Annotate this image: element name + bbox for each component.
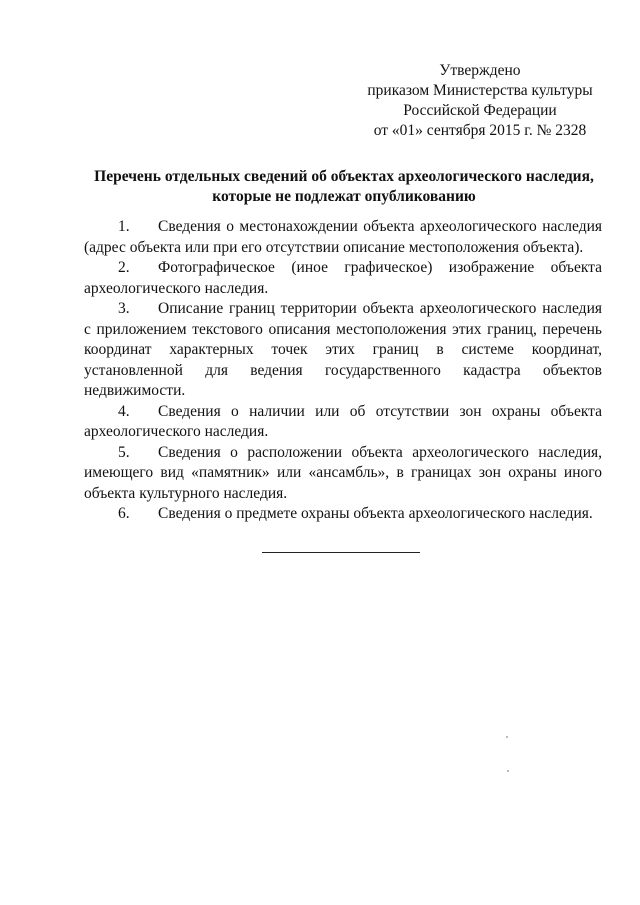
approval-stamp [360, 61, 600, 141]
approval-line-federation: Российской Федерации [403, 102, 557, 119]
item-text: Сведения о местонахождении объекта археологического наследия (адрес объекта или при его отсутствии описание местоположения объекта). [84, 218, 602, 256]
item-text: Сведения о расположении объекта археологического наследия, имеющего вид «памятник» или «ансамбль», в границах зон охраны иного объекта культурного наследия. [84, 443, 602, 502]
item-text: Описание границ территории объекта археологического наследия с приложением текстового описания местоположения этих границ, перечень координат характерных точек этих границ в системе координат, установленной для ведения государственного кадастра объектов недвижимости. [84, 300, 602, 399]
items-list [84, 217, 602, 525]
list-item [84, 443, 602, 505]
title-line-2: которые не подлежат опубликованию [212, 188, 476, 205]
item-number: 2. [118, 259, 130, 276]
list-item [84, 402, 602, 443]
list-item [84, 217, 602, 258]
item-number: 4. [118, 402, 130, 420]
item-text: Сведения о предмете охраны объекта археологического наследия. [158, 505, 593, 522]
approval-line-date-number: от «01» сентября 2015 г. № 2328 [373, 122, 587, 139]
item-number: 5. [118, 443, 130, 461]
item-text: Фотографическое (иное графическое) изображение объекта археологического наследия. [84, 259, 602, 297]
title-line-1: Перечень отдельных сведений об объектах археологического наследия, [94, 168, 594, 185]
item-text: Сведения о наличии или об отсутствии зон охраны объекта археологического наследия. [84, 402, 602, 440]
list-item [84, 299, 602, 402]
list-item [84, 504, 602, 525]
document-title [84, 167, 604, 207]
list-item [84, 258, 602, 299]
approval-line-order: приказом Министерства культуры [367, 82, 593, 99]
item-number: 6. [118, 505, 130, 522]
end-divider-line [262, 552, 420, 553]
item-number: 1. [118, 218, 130, 235]
scan-speck [506, 736, 508, 738]
approval-line-approved: Утверждено [439, 62, 521, 79]
item-number: 3. [118, 300, 130, 317]
scan-speck [507, 770, 509, 772]
